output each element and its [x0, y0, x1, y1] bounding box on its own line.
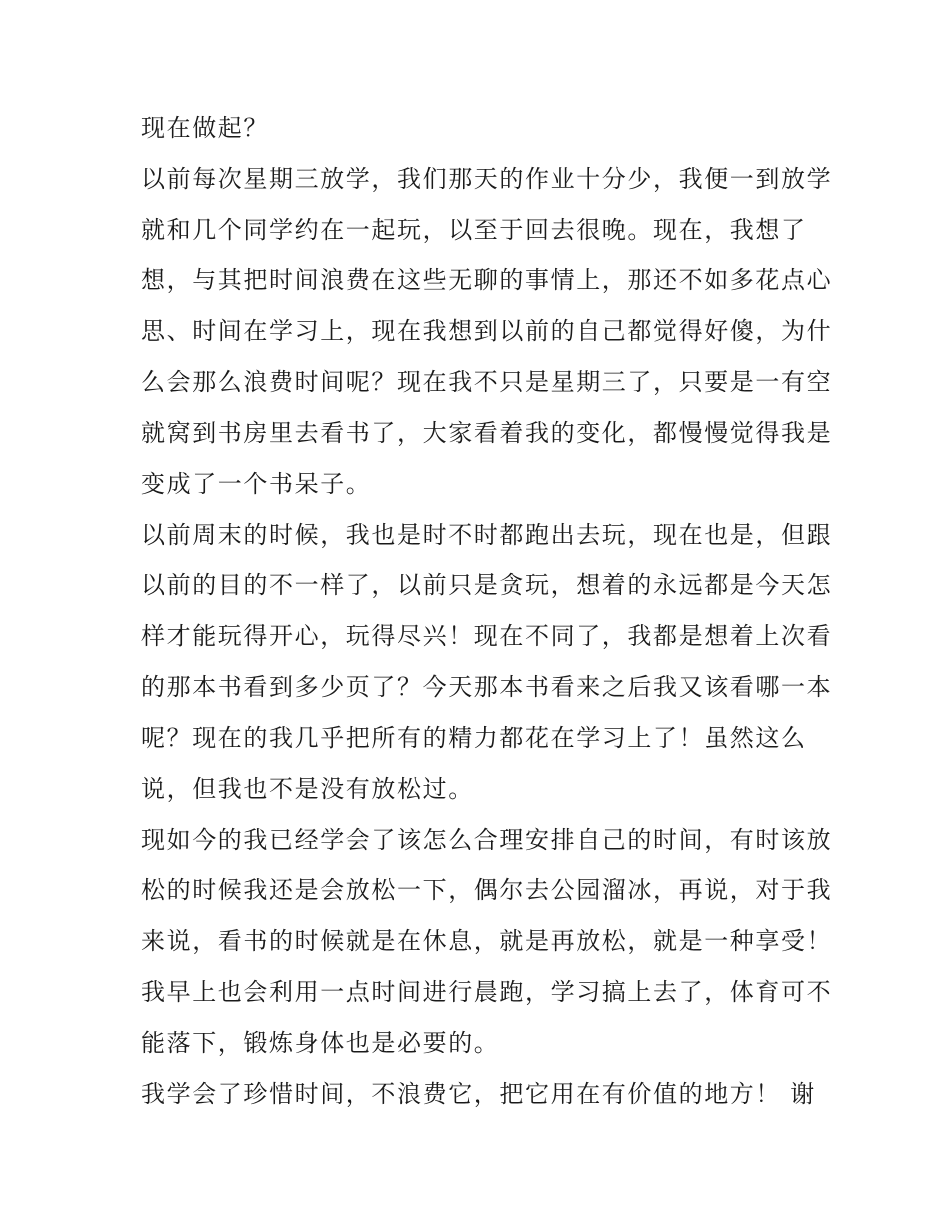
text-line: 能落下，锻炼身体也是必要的。	[141, 1029, 500, 1057]
text-line: 呢？现在的我几乎把所有的精力都花在学习上了！虽然这么	[141, 724, 807, 752]
text-line: 就窝到书房里去看书了，大家看着我的变化，都慢慢觉得我是	[141, 419, 833, 447]
text-line: 以前每次星期三放学，我们那天的作业十分少，我便一到放学	[141, 165, 833, 193]
text-line: 我早上也会利用一点时间进行晨跑，学习搞上去了，体育可不	[141, 978, 833, 1006]
text-line: 么会那么浪费时间呢？现在我不只是星期三了，只要是一有空	[141, 368, 833, 396]
text-line: 现在做起？	[141, 114, 269, 142]
text-line: 样才能玩得开心，玩得尽兴！现在不同了，我都是想着上次看	[141, 622, 833, 650]
text-line: 就和几个同学约在一起玩，以至于回去很晚。现在，我想了	[141, 216, 807, 244]
text-line: 现如今的我已经学会了该怎么合理安排自己的时间，有时该放	[141, 826, 833, 854]
text-line: 变成了一个书呆子。	[141, 470, 372, 498]
text-line: 想，与其把时间浪费在这些无聊的事情上，那还不如多花点心	[141, 266, 833, 294]
text-line: 思、时间在学习上，现在我想到以前的自己都觉得好傻，为什	[141, 317, 833, 345]
text-line: 说，但我也不是没有放松过。	[141, 775, 474, 803]
text-line: 的那本书看到多少页了？今天那本书看来之后我又该看哪一本	[141, 673, 833, 701]
text-line: 松的时候我还是会放松一下，偶尔去公园溜冰，再说，对于我	[141, 876, 833, 904]
text-line: 我学会了珍惜时间，不浪费它，把它用在有价值的地方！ 谢	[141, 1080, 816, 1108]
text-line: 以前周末的时候，我也是时不时都跑出去玩，现在也是，但跟	[141, 521, 833, 549]
text-line: 来说，看书的时候就是在休息，就是再放松，就是一种享受！	[141, 927, 833, 955]
text-line: 以前的目的不一样了，以前只是贪玩，想着的永远都是今天怎	[141, 571, 833, 599]
